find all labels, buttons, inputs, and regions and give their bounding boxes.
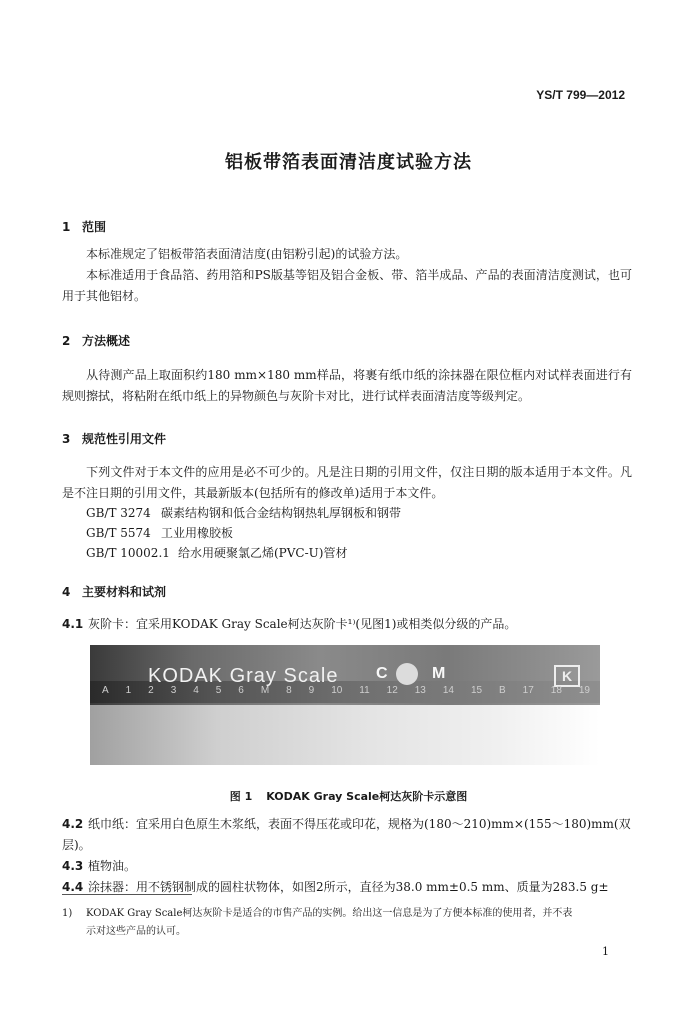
tick-label: 8 xyxy=(286,685,292,696)
clause-number: 4.4 xyxy=(62,880,84,894)
clause-number: 4.3 xyxy=(62,859,84,873)
reference-code: GB/T 10002.1 xyxy=(86,546,170,560)
tick-label: 6 xyxy=(238,685,244,696)
card-gradient-strip xyxy=(90,705,600,765)
section-1-heading xyxy=(62,218,106,235)
clause-text: 纸巾纸：宜采用白色原生木浆纸，表面不得压花或印花，规格为(180～210)mm×(155～180)mm(双层)。 xyxy=(62,817,631,852)
section-1-para-1 xyxy=(62,244,632,265)
clause-number: 4.1 xyxy=(62,617,84,631)
section-number: 3 xyxy=(62,432,71,446)
section-title: 主要材料和试剂 xyxy=(82,585,167,599)
footnote-separator xyxy=(62,894,192,895)
section-title: 规范性引用文件 xyxy=(82,432,167,446)
tick-label: 4 xyxy=(193,685,199,696)
paragraph-text: 本标准适用于食品箔、药用箔和PS版基等铝及铝合金板、带、箔半成品、产品的表面清洁度测试，也可用于其他铝材。 xyxy=(62,268,632,303)
figure-caption-text: KODAK Gray Scale柯达灰阶卡示意图 xyxy=(266,790,468,803)
card-tick-row xyxy=(102,685,590,696)
paragraph-text: 从待测产品上取面积约180 mm×180 mm样品，将裹有纸巾纸的涂抹器在限位框内对试样表面进行有规则擦拭，将粘附在纸巾纸上的异物颜色与灰阶卡对比，进行试样表面清洁度等级判定。 xyxy=(62,368,632,403)
section-number: 2 xyxy=(62,334,71,348)
card-c-mark: C xyxy=(376,665,388,682)
gray-scale-card-figure xyxy=(90,645,600,765)
section-number: 1 xyxy=(62,220,71,234)
clause-4-1 xyxy=(62,614,634,635)
paragraph-text: 下列文件对于本文件的应用是必不可少的。凡是注日期的引用文件，仅注日期的版本适用于本文件。凡是不注日期的引用文件，其最新版本(包括所有的修改单)适用于本文件。 xyxy=(62,465,632,500)
tick-label: 19 xyxy=(578,685,590,696)
section-2-para-1 xyxy=(62,365,632,407)
tick-label: 2 xyxy=(148,685,154,696)
tick-label: B xyxy=(499,685,506,696)
reference-item xyxy=(86,524,233,542)
section-4-heading xyxy=(62,583,166,600)
card-m-mark: M xyxy=(432,665,446,682)
tick-label: 15 xyxy=(470,685,483,696)
card-dot-icon xyxy=(396,663,418,685)
clause-4-3 xyxy=(62,856,634,877)
tick-label: 13 xyxy=(414,685,426,696)
section-title: 方法概述 xyxy=(82,334,131,348)
kodak-logo-icon: K xyxy=(554,665,580,687)
clause-text: 灰阶卡：宜采用KODAK Gray Scale柯达灰阶卡¹⁾(见图1)或相类似分级的产品。 xyxy=(88,617,517,631)
section-title: 范围 xyxy=(82,220,107,234)
paragraph-text: 本标准规定了铝板带箔表面清洁度(由铝粉引起)的试验方法。 xyxy=(86,247,408,261)
tick-label: 5 xyxy=(215,685,222,696)
card-brand-label: KODAK Gray Scale xyxy=(148,665,339,687)
section-1-para-2 xyxy=(62,265,632,307)
reference-title: 给水用硬聚氯乙烯(PVC-U)管材 xyxy=(178,546,348,560)
tick-label: A xyxy=(102,685,109,696)
tick-label: 18 xyxy=(550,685,562,696)
tick-label: M xyxy=(260,685,270,696)
reference-item xyxy=(86,504,401,522)
section-3-heading xyxy=(62,430,166,447)
document-title: 铝板带箔表面清洁度试验方法 xyxy=(225,152,472,173)
footnote-text-line-2: 示对这些产品的认可。 xyxy=(86,926,186,937)
tick-label: 12 xyxy=(386,685,398,696)
footnote-number: 1) xyxy=(62,908,73,919)
section-number: 4 xyxy=(62,585,71,599)
footnote-text-line-1: KODAK Gray Scale柯达灰阶卡是适合的市售产品的实例。给出这一信息是为了方便本标准的使用者，并不表 xyxy=(86,908,573,919)
tick-label: 17 xyxy=(522,685,534,696)
reference-title: 工业用橡胶板 xyxy=(161,526,234,540)
tick-label: 11 xyxy=(359,685,370,696)
tick-label: 10 xyxy=(331,685,343,696)
figure-caption xyxy=(0,788,697,804)
reference-code: GB/T 5574 xyxy=(86,526,151,540)
section-2-heading xyxy=(62,332,130,349)
reference-title: 碳素结构钢和低合金结构钢热轧厚钢板和钢带 xyxy=(161,506,402,520)
clause-4-2 xyxy=(62,814,634,856)
figure-number: 图 1 xyxy=(229,790,253,803)
clause-number: 4.2 xyxy=(62,817,84,831)
section-3-para-1 xyxy=(62,462,632,504)
reference-code: GB/T 3274 xyxy=(86,506,151,520)
tick-label: 14 xyxy=(442,685,454,696)
reference-item xyxy=(86,544,347,562)
tick-label: 3 xyxy=(170,685,177,696)
footnote xyxy=(62,905,634,941)
clause-text: 涂抹器：用不锈钢制成的圆柱状物体，如图2所示，直径为38.0 mm±0.5 mm、质量为283.5 g± xyxy=(88,880,609,894)
tick-label: 9 xyxy=(308,685,315,696)
clause-text: 植物油。 xyxy=(88,859,137,873)
tick-label: 1 xyxy=(125,685,132,696)
page-number: 1 xyxy=(602,945,609,958)
standard-code: YS/T 799—2012 xyxy=(536,88,625,102)
